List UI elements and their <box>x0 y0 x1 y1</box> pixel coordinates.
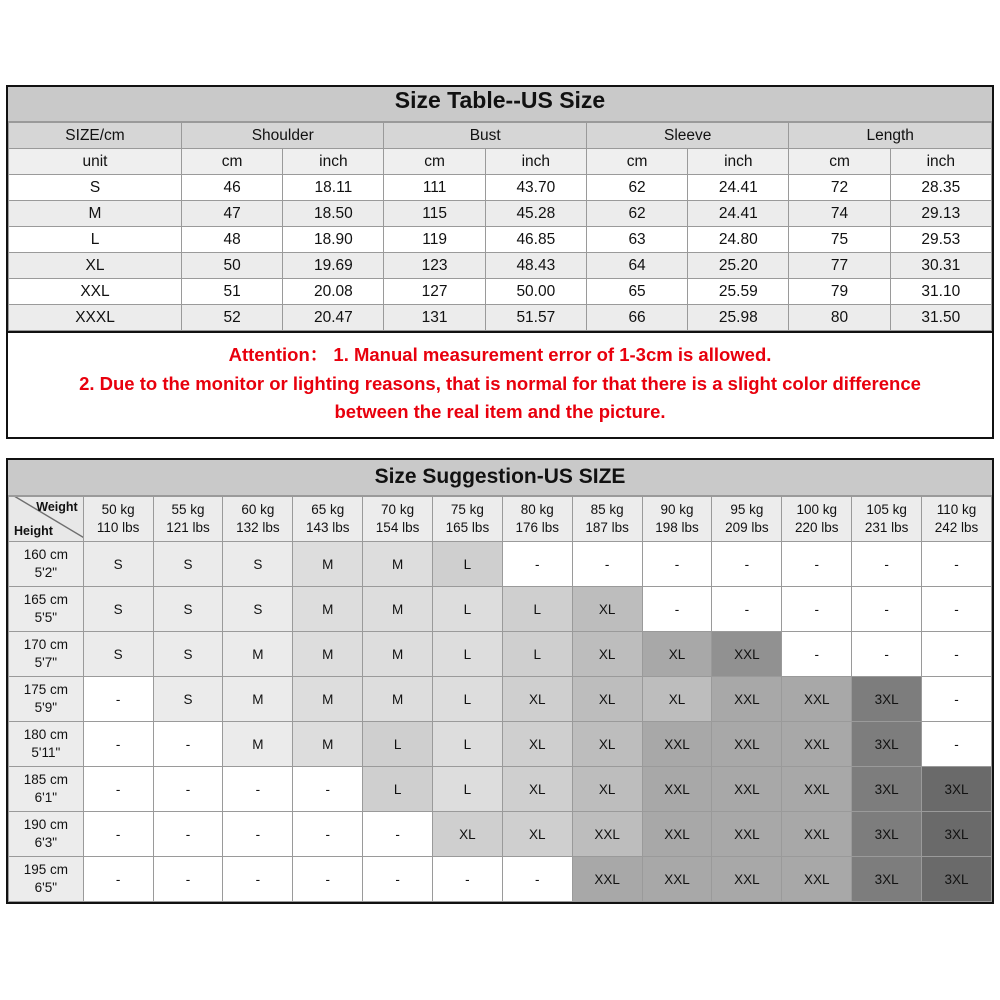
weight-kg: 100 kg <box>796 501 837 517</box>
suggestion-cell: L <box>433 632 503 677</box>
suggestion-cell: - <box>293 812 363 857</box>
table-row <box>9 175 992 201</box>
suggestion-cell: S <box>223 587 293 632</box>
size-value: 51.57 <box>485 305 586 331</box>
weight-header-4 <box>363 497 433 542</box>
size-value: 20.47 <box>283 305 384 331</box>
size-label: S <box>9 175 182 201</box>
suggestion-cell: - <box>83 722 153 767</box>
size-value: 18.90 <box>283 227 384 253</box>
table-row <box>9 201 992 227</box>
weight-kg: 55 kg <box>171 501 205 517</box>
suggestion-cell: M <box>223 722 293 767</box>
suggestion-cell: L <box>363 722 433 767</box>
weight-kg: 90 kg <box>660 501 694 517</box>
size-value: 65 <box>586 279 687 305</box>
weight-header-0 <box>83 497 153 542</box>
size-value: 45.28 <box>485 201 586 227</box>
size-table-unit-8: inch <box>890 149 991 175</box>
suggestion-cell: S <box>223 542 293 587</box>
weight-lbs: 220 lbs <box>794 520 839 535</box>
note-line-2: 2. Due to the monitor or lighting reasons, that is normal for that there is a slight color difference <box>79 372 921 394</box>
size-table-unit-2: inch <box>283 149 384 175</box>
suggestion-cell: M <box>363 542 433 587</box>
size-label: XL <box>9 253 182 279</box>
size-value: 119 <box>384 227 485 253</box>
size-value: 19.69 <box>283 253 384 279</box>
size-value: 50.00 <box>485 279 586 305</box>
size-table-group-header <box>9 123 992 149</box>
suggestion-cell: - <box>293 767 363 812</box>
suggestion-cell: XXL <box>712 767 782 812</box>
table-row <box>9 227 992 253</box>
height-header-1 <box>9 587 84 632</box>
weight-header-9 <box>712 497 782 542</box>
size-value: 79 <box>789 279 890 305</box>
size-value: 48.43 <box>485 253 586 279</box>
size-value: 75 <box>789 227 890 253</box>
size-suggestion-table <box>8 496 992 902</box>
weight-header-5 <box>433 497 503 542</box>
size-table <box>8 122 992 331</box>
size-value: 115 <box>384 201 485 227</box>
size-table-unit-1: cm <box>182 149 283 175</box>
size-value: 111 <box>384 175 485 201</box>
size-table-unit-5: cm <box>586 149 687 175</box>
size-value: 48 <box>182 227 283 253</box>
size-value: 63 <box>586 227 687 253</box>
weight-header-12 <box>922 497 992 542</box>
weight-kg: 60 kg <box>241 501 275 517</box>
suggestion-cell: S <box>83 587 153 632</box>
suggestion-cell: - <box>922 677 992 722</box>
size-table-unit-6: inch <box>688 149 789 175</box>
suggestion-cell: M <box>293 542 363 587</box>
suggestion-cell: 3XL <box>852 767 922 812</box>
size-label: XXXL <box>9 305 182 331</box>
suggestion-cell: M <box>293 722 363 767</box>
size-label: M <box>9 201 182 227</box>
size-table-unit-4: inch <box>485 149 586 175</box>
height-header-2 <box>9 632 84 677</box>
table-row <box>9 305 992 331</box>
suggestion-cell: - <box>293 857 363 902</box>
table-row <box>9 677 992 722</box>
weight-lbs: 231 lbs <box>864 520 909 535</box>
suggestion-cell: S <box>153 542 223 587</box>
size-table-group-3: Sleeve <box>586 123 788 149</box>
suggestion-cell: XXL <box>642 767 712 812</box>
size-value: 29.53 <box>890 227 991 253</box>
suggestion-cell: XL <box>502 722 572 767</box>
size-suggestion-panel <box>6 458 994 904</box>
weight-kg: 95 kg <box>730 501 764 517</box>
suggestion-cell: L <box>502 587 572 632</box>
weight-header-11 <box>852 497 922 542</box>
suggestion-cell: - <box>642 542 712 587</box>
size-value: 123 <box>384 253 485 279</box>
suggestion-cell: XXL <box>572 857 642 902</box>
height-ft: 5'11" <box>31 745 61 760</box>
height-ft: 5'7" <box>34 655 58 670</box>
size-table-group-2: Bust <box>384 123 586 149</box>
suggestion-cell: M <box>363 632 433 677</box>
height-ft: 6'5" <box>34 880 58 895</box>
suggestion-cell: 3XL <box>852 857 922 902</box>
weight-kg: 75 kg <box>450 501 484 517</box>
weight-lbs: 176 lbs <box>515 520 560 535</box>
size-value: 77 <box>789 253 890 279</box>
size-value: 24.41 <box>688 175 789 201</box>
size-value: 29.13 <box>890 201 991 227</box>
size-value: 66 <box>586 305 687 331</box>
suggestion-cell: XL <box>502 677 572 722</box>
weight-axis-label: Weight <box>36 500 78 514</box>
suggestion-cell: S <box>153 677 223 722</box>
height-ft: 6'3" <box>34 835 58 850</box>
size-value: 28.35 <box>890 175 991 201</box>
height-ft: 5'9" <box>34 700 58 715</box>
height-header-0 <box>9 542 84 587</box>
suggestion-cell: - <box>363 857 433 902</box>
size-value: 24.41 <box>688 201 789 227</box>
suggestion-cell: XL <box>572 632 642 677</box>
suggestion-cell: - <box>922 632 992 677</box>
height-header-5 <box>9 767 84 812</box>
height-header-7 <box>9 857 84 902</box>
size-value: 31.50 <box>890 305 991 331</box>
size-value: 52 <box>182 305 283 331</box>
weight-lbs: 154 lbs <box>375 520 420 535</box>
note-line-3: between the real item and the picture. <box>334 401 666 423</box>
suggestion-cell: XL <box>572 677 642 722</box>
weight-kg: 65 kg <box>311 501 345 517</box>
suggestion-cell: - <box>223 857 293 902</box>
weight-header-10 <box>782 497 852 542</box>
size-value: 25.98 <box>688 305 789 331</box>
size-value: 72 <box>789 175 890 201</box>
suggestion-cell: L <box>433 722 503 767</box>
suggestion-cell: - <box>83 767 153 812</box>
table-row <box>9 767 992 812</box>
weight-header-2 <box>223 497 293 542</box>
note-line-1: Attention： 1. Manual measurement error of 1-3cm is allowed. <box>228 344 772 365</box>
height-ft: 6'1" <box>34 790 58 805</box>
weight-lbs: 143 lbs <box>305 520 350 535</box>
size-value: 18.50 <box>283 201 384 227</box>
suggestion-cell: S <box>83 542 153 587</box>
suggestion-cell: - <box>153 722 223 767</box>
table-row <box>9 279 992 305</box>
size-table-unit-0: unit <box>9 149 182 175</box>
suggestion-cell: XL <box>433 812 503 857</box>
height-cm: 195 cm <box>23 861 68 877</box>
size-value: 74 <box>789 201 890 227</box>
weight-lbs: 165 lbs <box>445 520 490 535</box>
suggestion-cell: XXL <box>782 812 852 857</box>
suggestion-cell: M <box>363 677 433 722</box>
suggestion-cell: - <box>153 767 223 812</box>
suggestion-cell: L <box>433 542 503 587</box>
weight-header-1 <box>153 497 223 542</box>
weight-lbs: 132 lbs <box>236 520 280 535</box>
table-row <box>9 857 992 902</box>
suggestion-cell: XXL <box>782 677 852 722</box>
size-value: 20.08 <box>283 279 384 305</box>
weight-header-3 <box>293 497 363 542</box>
size-value: 18.11 <box>283 175 384 201</box>
suggestion-cell: M <box>293 587 363 632</box>
weight-kg: 110 kg <box>936 501 977 517</box>
size-value: 31.10 <box>890 279 991 305</box>
size-value: 51 <box>182 279 283 305</box>
weight-lbs: 198 lbs <box>655 520 699 535</box>
suggestion-cell: - <box>782 632 852 677</box>
weight-kg: 85 kg <box>590 501 624 517</box>
size-value: 24.80 <box>688 227 789 253</box>
size-label: L <box>9 227 182 253</box>
suggestion-cell: 3XL <box>852 722 922 767</box>
size-table-notes <box>8 331 992 437</box>
suggestion-cell: L <box>363 767 433 812</box>
suggestion-cell: - <box>712 542 782 587</box>
height-cm: 190 cm <box>23 816 68 832</box>
suggestion-cell: L <box>433 587 503 632</box>
suggestion-cell: XL <box>502 812 572 857</box>
suggestion-cell: - <box>782 542 852 587</box>
weight-height-corner <box>9 497 84 542</box>
suggestion-cell: S <box>153 587 223 632</box>
suggestion-cell: - <box>83 857 153 902</box>
table-row <box>9 722 992 767</box>
size-value: 80 <box>789 305 890 331</box>
suggestion-cell: - <box>502 857 572 902</box>
height-axis-label: Height <box>14 524 53 538</box>
suggestion-cell: - <box>363 812 433 857</box>
suggestion-cell: - <box>922 587 992 632</box>
size-value: 46.85 <box>485 227 586 253</box>
size-value: 62 <box>586 175 687 201</box>
size-label: XXL <box>9 279 182 305</box>
suggestion-cell: M <box>293 677 363 722</box>
suggestion-cell: - <box>153 857 223 902</box>
weight-header-6 <box>502 497 572 542</box>
suggestion-cell: XXL <box>712 632 782 677</box>
size-value: 62 <box>586 201 687 227</box>
height-cm: 160 cm <box>23 546 68 562</box>
suggestion-cell: S <box>83 632 153 677</box>
suggestion-cell: XXL <box>712 722 782 767</box>
suggestion-cell: - <box>572 542 642 587</box>
suggestion-cell: - <box>153 812 223 857</box>
table-row <box>9 812 992 857</box>
suggestion-cell: XL <box>572 767 642 812</box>
suggestion-cell: L <box>502 632 572 677</box>
suggestion-cell: 3XL <box>922 857 992 902</box>
size-value: 47 <box>182 201 283 227</box>
size-value: 131 <box>384 305 485 331</box>
suggestion-cell: - <box>502 542 572 587</box>
weight-kg: 50 kg <box>101 501 135 517</box>
suggestion-cell: - <box>922 542 992 587</box>
weight-header-7 <box>572 497 642 542</box>
suggestion-cell: XL <box>502 767 572 812</box>
suggestion-cell: L <box>433 677 503 722</box>
suggestion-cell: XXL <box>572 812 642 857</box>
height-cm: 165 cm <box>23 591 68 607</box>
table-row <box>9 587 992 632</box>
suggestion-cell: M <box>293 632 363 677</box>
suggestion-cell: - <box>83 677 153 722</box>
height-cm: 180 cm <box>23 726 68 742</box>
suggestion-cell: 3XL <box>852 812 922 857</box>
table-row <box>9 632 992 677</box>
suggestion-cell: - <box>83 812 153 857</box>
suggestion-cell: - <box>852 587 922 632</box>
weight-kg: 70 kg <box>381 501 415 517</box>
suggestion-cell: - <box>642 587 712 632</box>
height-header-3 <box>9 677 84 722</box>
suggestion-cell: XXL <box>712 677 782 722</box>
suggestion-cell: XXL <box>642 857 712 902</box>
weight-lbs: 187 lbs <box>585 520 629 535</box>
suggestion-cell: S <box>153 632 223 677</box>
weight-lbs: 242 lbs <box>934 520 979 535</box>
height-cm: 175 cm <box>23 681 68 697</box>
height-header-6 <box>9 812 84 857</box>
suggestion-cell: XL <box>642 632 712 677</box>
size-table-unit-3: cm <box>384 149 485 175</box>
suggestion-cell: 3XL <box>922 767 992 812</box>
suggestion-cell: - <box>223 767 293 812</box>
size-value: 30.31 <box>890 253 991 279</box>
size-table-group-1: Shoulder <box>182 123 384 149</box>
suggestion-cell: L <box>433 767 503 812</box>
suggestion-cell: XXL <box>712 857 782 902</box>
size-table-unit-7: cm <box>789 149 890 175</box>
suggestion-cell: - <box>433 857 503 902</box>
weight-kg: 105 kg <box>866 501 907 517</box>
suggestion-cell: - <box>852 542 922 587</box>
size-value: 50 <box>182 253 283 279</box>
suggestion-cell: M <box>223 677 293 722</box>
suggestion-cell: XXL <box>642 722 712 767</box>
size-table-group-4: Length <box>789 123 992 149</box>
size-table-panel <box>6 85 994 439</box>
size-suggestion-title: Size Suggestion-US SIZE <box>8 460 992 496</box>
weight-lbs: 121 lbs <box>166 520 210 535</box>
suggestion-header-row <box>9 497 992 542</box>
suggestion-cell: - <box>852 632 922 677</box>
suggestion-cell: XXL <box>712 812 782 857</box>
size-value: 43.70 <box>485 175 586 201</box>
size-value: 127 <box>384 279 485 305</box>
suggestion-cell: XXL <box>782 767 852 812</box>
size-value: 25.59 <box>688 279 789 305</box>
size-value: 25.20 <box>688 253 789 279</box>
suggestion-cell: XL <box>642 677 712 722</box>
weight-header-8 <box>642 497 712 542</box>
suggestion-cell: - <box>712 587 782 632</box>
suggestion-cell: M <box>223 632 293 677</box>
weight-lbs: 110 lbs <box>96 520 140 535</box>
suggestion-cell: - <box>922 722 992 767</box>
size-value: 46 <box>182 175 283 201</box>
suggestion-cell: XL <box>572 587 642 632</box>
size-table-title: Size Table--US Size <box>8 87 992 122</box>
size-value: 64 <box>586 253 687 279</box>
suggestion-cell: XXL <box>782 722 852 767</box>
height-ft: 5'2" <box>34 565 58 580</box>
suggestion-cell: - <box>223 812 293 857</box>
suggestion-cell: 3XL <box>852 677 922 722</box>
suggestion-cell: 3XL <box>922 812 992 857</box>
height-ft: 5'5" <box>34 610 58 625</box>
table-row <box>9 542 992 587</box>
size-table-unit-row <box>9 149 992 175</box>
suggestion-cell: M <box>363 587 433 632</box>
suggestion-cell: XXL <box>642 812 712 857</box>
size-table-group-0: SIZE/cm <box>9 123 182 149</box>
weight-kg: 80 kg <box>520 501 554 517</box>
height-cm: 185 cm <box>23 771 68 787</box>
height-header-4 <box>9 722 84 767</box>
weight-lbs: 209 lbs <box>725 520 769 535</box>
suggestion-cell: XL <box>572 722 642 767</box>
suggestion-cell: - <box>782 587 852 632</box>
table-row <box>9 253 992 279</box>
height-cm: 170 cm <box>23 636 68 652</box>
suggestion-cell: XXL <box>782 857 852 902</box>
